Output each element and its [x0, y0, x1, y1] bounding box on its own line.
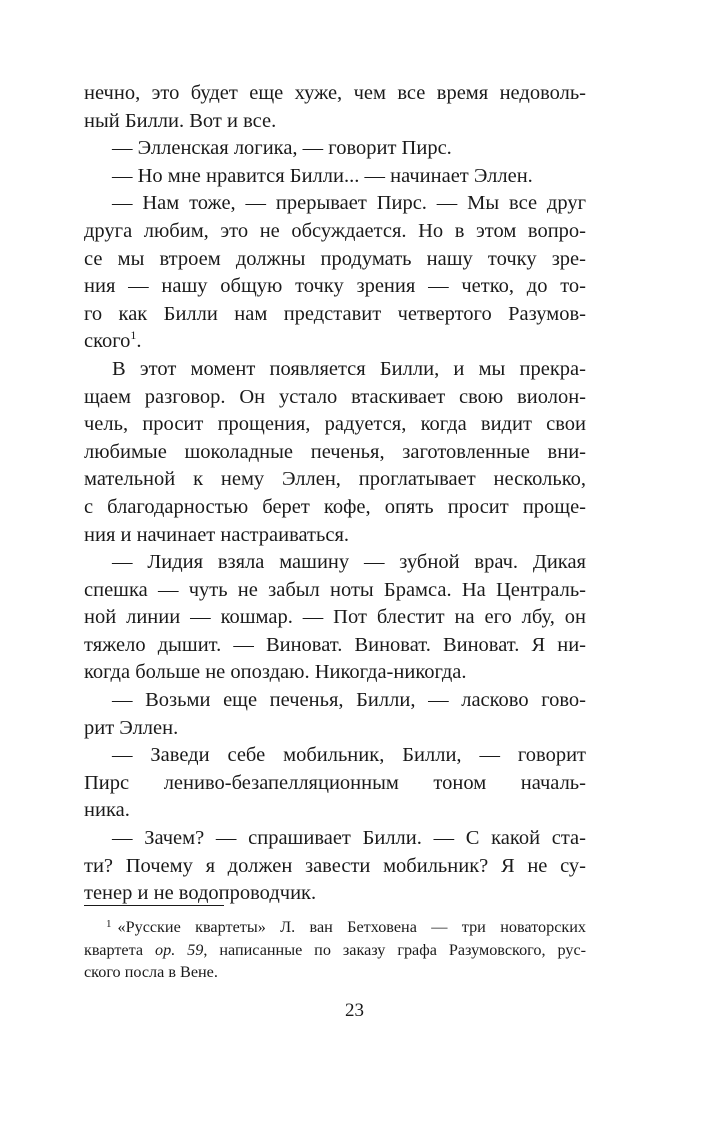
body-text	[84, 80, 586, 908]
text-line: се мы втроем должны продумать нашу точку зре-	[84, 247, 586, 270]
text-line: — Но мне нравится Билли... — начинает Эллен.	[112, 164, 533, 187]
footnote-line: ского посла в Вене.	[84, 963, 218, 981]
text-line: ти? Почему я должен завести мобильник? Я не су-	[84, 854, 586, 877]
text-line: мательной к нему Эллен, проглатывает несколько,	[84, 468, 586, 491]
text-line: ния — нашу общую точку зрения — четко, до то-	[84, 275, 586, 298]
text-line: — Лидия взяла машину — зубной врач. Дикая	[112, 551, 586, 574]
text-line: ный Билли. Вот и все.	[84, 109, 277, 132]
text-line-with-footnote-ref	[84, 328, 586, 356]
text-line: ника.	[84, 799, 130, 822]
text-line: Пирс лениво-безапелляционным тоном началь-	[84, 771, 586, 794]
text-line: тенер и не водопроводчик.	[84, 882, 317, 905]
text-line: ния и начинает настраиваться.	[84, 523, 350, 546]
text-line: — Заведи себе мобильник, Билли, — говорит	[112, 744, 586, 767]
text-line: когда больше не опоздаю. Никогда-никогда.	[84, 661, 467, 684]
text-line: — Возьми еще печенья, Билли, — ласково гово-	[112, 689, 586, 712]
text-line: с благодарностью берет кофе, опять просит проще-	[84, 495, 586, 518]
text-line: нечно, это будет еще хуже, чем все время недоволь-	[84, 82, 586, 104]
text-line: — Элленская логика, — говорит Пирс.	[112, 137, 452, 160]
footnote-ref[interactable]: 1	[130, 328, 137, 343]
footnote-text: «Русские квартеты» Л. ван Бетховена — три новаторских	[117, 918, 586, 936]
text-line: — Нам тоже, — прерывает Пирс. — Мы все друг	[112, 192, 586, 215]
text-line: го как Билли нам представит четвертого Разумов-	[84, 302, 586, 325]
text-line: ского	[84, 330, 131, 353]
footnote-line	[84, 939, 586, 962]
footnote-mark: 1	[106, 918, 112, 930]
text-line: ной линии — кошмар. — Пот блестит на его лбу, он	[84, 606, 586, 629]
text-line: тяжело дышит. — Виноват. Виноват. Виноват. Я ни-	[84, 633, 586, 656]
footnote-opus: op. 59	[155, 940, 204, 959]
footnote	[84, 916, 586, 984]
footnote-divider	[84, 905, 224, 906]
text-line: любимые шоколадные печенья, заготовленные вни-	[84, 440, 586, 463]
text-line: друга любим, это не обсуждается. Но в этом вопро-	[84, 219, 586, 242]
text-line: — Зачем? — спрашивает Билли. — С какой ста-	[112, 827, 586, 850]
footnote-ref-suffix: .	[136, 330, 142, 353]
text-line: рит Эллен.	[84, 716, 179, 739]
footnote-text: квартета	[84, 940, 156, 959]
text-line: чель, просит прощения, радуется, когда видит свои	[84, 413, 586, 436]
footnote-text: , написанные по заказу графа Разумовского, рус-	[203, 940, 587, 959]
page-number: 23	[345, 1000, 364, 1021]
footnote-line	[84, 916, 586, 939]
text-line: В этот момент появляется Билли, и мы прекра-	[112, 357, 586, 380]
text-line: щаем разговор. Он устало втаскивает свою виолон-	[84, 385, 586, 408]
text-line: спешка — чуть не забыл ноты Брамса. На Централь-	[84, 578, 586, 601]
